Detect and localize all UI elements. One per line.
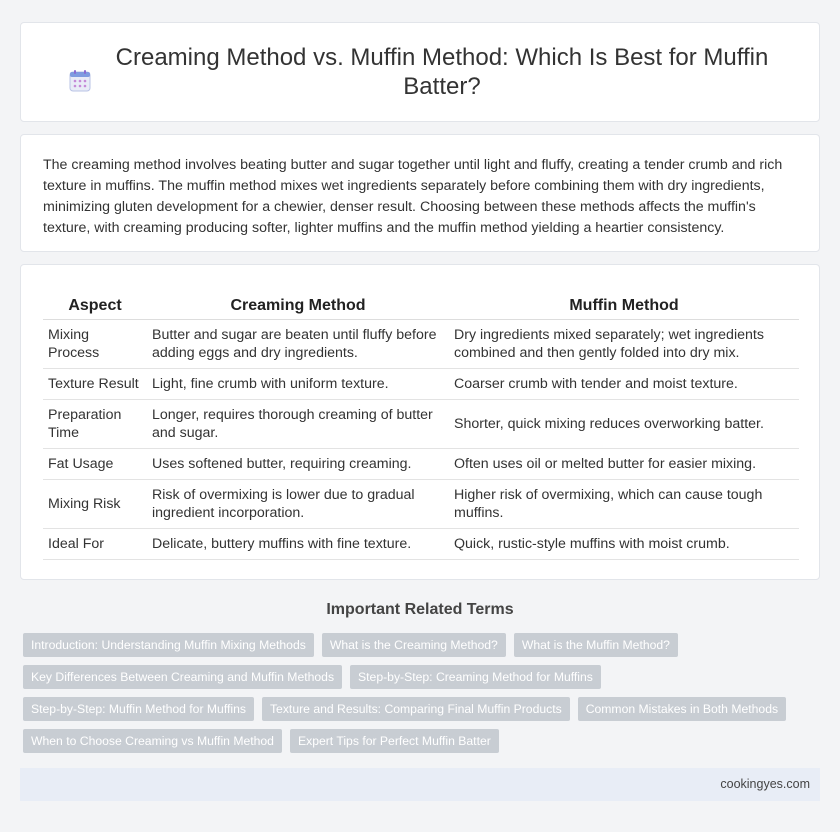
tag-row [23,697,823,721]
tag-link[interactable]: What is the Creaming Method? [322,633,506,657]
table-cell-creaming: Butter and sugar are beaten until fluffy before adding eggs and dry ingredients. [147,320,449,369]
tag-link[interactable]: Step-by-Step: Creaming Method for Muffins [350,665,601,689]
table-header-row [43,291,799,320]
table-cell-creaming: Risk of overmixing is lower due to gradual ingredient incorporation. [147,480,449,529]
table-cell-creaming: Light, fine crumb with uniform texture. [147,369,449,400]
table-cell-muffin: Quick, rustic-style muffins with moist crumb. [449,529,799,560]
table-cell-creaming: Delicate, buttery muffins with fine texture. [147,529,449,560]
tag-row [23,729,823,753]
column-header-creaming: Creaming Method [147,291,449,320]
tag-link[interactable]: Introduction: Understanding Muffin Mixing Methods [23,633,314,657]
table-cell-muffin: Higher risk of overmixing, which can cause tough muffins. [449,480,799,529]
column-header-aspect: Aspect [43,291,147,320]
related-terms-tags [23,633,823,761]
tag-row [23,633,823,657]
comparison-card [20,264,820,580]
table-cell-muffin: Coarser crumb with tender and moist texture. [449,369,799,400]
tag-link[interactable]: Common Mistakes in Both Methods [578,697,786,721]
table-row [43,400,799,449]
table-cell-aspect: Texture Result [43,369,147,400]
footer [20,768,820,801]
tag-link[interactable]: What is the Muffin Method? [514,633,678,657]
tag-link[interactable]: Expert Tips for Perfect Muffin Batter [290,729,499,753]
table-row [43,369,799,400]
page-title: Creaming Method vs. Muffin Method: Which Is Best for Muffin Batter? [115,44,769,100]
table-cell-aspect: Fat Usage [43,449,147,480]
table-cell-muffin: Often uses oil or melted butter for easier mixing. [449,449,799,480]
table-cell-aspect: Preparation Time [43,400,147,449]
table-cell-creaming: Longer, requires thorough creaming of butter and sugar. [147,400,449,449]
table-cell-muffin: Dry ingredients mixed separately; wet ingredients combined and then gently folded into dry mix. [449,320,799,369]
table-row [43,449,799,480]
table-cell-muffin: Shorter, quick mixing reduces overworking batter. [449,400,799,449]
intro-paragraph: The creaming method involves beating butter and sugar together until light and fluffy, creating a tender crumb and rich texture in muffins. The muffin method mixes wet ingredients separately before combining them with dry ingredients, minimizing gluten development for a chewier, denser result. Choosing between these methods affects the muffin's texture, with creaming producing softer, lighter muffins and the muffin method yielding a heartier consistency. [43,157,783,236]
table-cell-creaming: Uses softened butter, requiring creaming. [147,449,449,480]
table-row [43,529,799,560]
tag-link[interactable]: Step-by-Step: Muffin Method for Muffins [23,697,254,721]
tag-link[interactable]: Texture and Results: Comparing Final Muffin Products [262,697,570,721]
tag-link[interactable]: When to Choose Creaming vs Muffin Method [23,729,282,753]
related-terms-title: Important Related Terms [326,601,514,618]
tag-link[interactable]: Key Differences Between Creaming and Muffin Methods [23,665,342,689]
header-card [20,22,820,122]
footer-site-name[interactable]: cookingyes.com [720,777,810,791]
calendar-grid-icon [68,69,92,93]
comparison-table [43,291,799,560]
table-row [43,320,799,369]
column-header-muffin: Muffin Method [449,291,799,320]
intro-card [20,134,820,252]
table-cell-aspect: Mixing Risk [43,480,147,529]
table-row [43,480,799,529]
table-cell-aspect: Ideal For [43,529,147,560]
table-cell-aspect: Mixing Process [43,320,147,369]
tag-row [23,665,823,689]
